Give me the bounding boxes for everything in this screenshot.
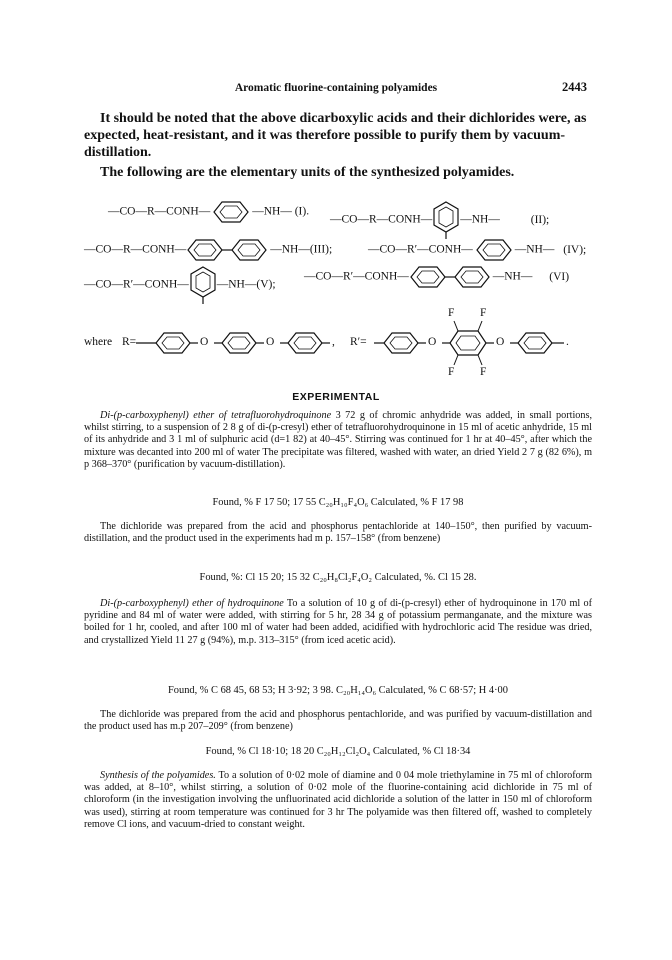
running-title: Aromatic fluorine-containing polyamides	[234, 82, 438, 94]
paragraph-5-title: Synthesis of the polyamides.	[100, 770, 216, 781]
fluorine-label: F	[448, 366, 455, 378]
paragraph-1-title: Di-(p-carboxyphenyl) ether of tetrafluorohydroquinone	[100, 410, 332, 421]
analysis-4: Found, % Cl 18·10; 18 20 C₂₀H₁₂Cl₂O₄ Calculated, % Cl 18·34	[205, 746, 471, 757]
biphenylene-rings-icon	[409, 265, 493, 289]
fluorine-label: F	[480, 307, 487, 319]
analysis-1: Found, % F 17 50; 17 55 C₂₀H₁₀F₄O₆ Calculated, % F 17 98	[212, 497, 464, 508]
unit-II: —CO—R—CONH— —NH— (II);	[330, 200, 549, 240]
separator-comma: ,	[332, 336, 335, 348]
ether-oxygen: O	[200, 336, 209, 348]
paragraph-2: The dichloride was prepared from the acid and phosphorus pentachloride at 140–150°, then purified by vacuum-distillation, and the product used in the experiments had m p. 157–158° (from benzene)	[84, 521, 592, 545]
r-label: R=	[122, 336, 137, 348]
ether-oxygen: O	[266, 336, 275, 348]
section-heading-experimental: EXPERIMENTAL	[292, 391, 380, 403]
period: .	[566, 336, 569, 348]
r-prime-label: R′=	[350, 336, 367, 348]
r-structures-diagram	[84, 305, 604, 385]
where-label: where	[84, 336, 113, 348]
fluorine-label: F	[448, 307, 455, 319]
unit-IV: —CO—R′—CONH— —NH— (IV);	[368, 238, 586, 262]
ether-oxygen: O	[428, 336, 437, 348]
unit-V: —CO—R′—CONH— —NH—(V);	[84, 265, 276, 305]
benzene-ring-icon	[473, 238, 515, 262]
paragraph-4: The dichloride was prepared from the acid and phosphorus pentachloride, and was purified by vacuum-distillation and the product used has m.p 207–209° (from benzene)	[84, 709, 592, 733]
fluorine-label: F	[480, 366, 487, 378]
paragraph-3-title: Di-(p-carboxyphenyl) ether of hydroquinone	[100, 598, 284, 609]
intro-paragraph-2: The following are the elementary units of the synthesized polyamides.	[100, 165, 515, 180]
ether-oxygen: O	[496, 336, 505, 348]
analysis-3: Found, % C 68 45, 68 53; H 3·92; 3 98. C₂₀H₁₄O₆ Calculated, % C 68·57; H 4·00	[168, 685, 508, 696]
r-definitions	[84, 305, 604, 385]
page-number: 2443	[562, 80, 587, 94]
meta-phenylene-ring-icon	[189, 265, 217, 305]
paragraph-3: Di-(p-carboxyphenyl) ether of hydroquinone To a solution of 10 g of di-(p-cresyl) ether of hydroquinone in 170 ml of pyridine and 84 ml of water were added, with stirring for 5 hr, 28 34 g of potassium permanganate, and the mixture was boiled for 1 hr, cooled, and after 100 ml of water had been added, acidified with hydrochloric acid The residue was dried, and crystallized Yield 11 27 g (94%), m.p. 313–315° (from iced acetic acid).	[84, 598, 592, 646]
analysis-2: Found, %: Cl 15 20; 15 32 C₂₀H₈Cl₂F₄O₂ Calculated, %. Cl 15 28.	[199, 572, 477, 583]
unit-III: —CO—R—CONH— —NH—(III);	[84, 238, 332, 262]
unit-VI: —CO—R′—CONH— —NH— (VI)	[304, 265, 569, 289]
paragraph-1: Di-(p-carboxyphenyl) ether of tetrafluorohydroquinone 3 72 g of chromic anhydride was added, in small portions, whilst stirring, to a suspension of 2 8 g of di-(p-cresyl) ether of tetrafluorohydroquinone in 15 ml of acetic anhydride, 15 ml of its anhydride and 3 1 ml of sulphuric acid (d=1 82) at 40–45°. Stirring was continued for 1 hr at 40–45°, after which the mixture was decanted into 200 ml of water The precipitate was filtered, washed with water, an dried Yield 2 7 g (82 6%), m p 368–370° (purification by vacuum-distillation).	[84, 410, 593, 470]
paragraph-5: Synthesis of the polyamides. To a solution of 0·02 mole of diamine and 0 04 mole triethylamine in 75 ml of chloroform was added, at 8–10°, whilst stirring, a solution of 0·02 mole of the fluorine-containing acid dichloride in 75 ml of chloroform (in the investigation involving the unfluorinated acid dichloride a solution of the latter in 150 ml of chloroform was used), stirring at room temperature was continued for 3 hr The polyamide was then filtered off, washed to completely remove Cl ions, and vacuum-dried to constant weight.	[84, 770, 592, 830]
intro-paragraph-1: It should be noted that the above dicarboxylic acids and their dichlorides were, as expected, heat-resistant, and it was therefore possible to purify them by vacuum-distillation.	[84, 111, 587, 160]
benzene-ring-icon	[210, 200, 252, 224]
meta-phenylene-ring-icon	[432, 200, 460, 240]
biphenylene-rings-icon	[186, 238, 270, 262]
unit-I: —CO—R—CONH— —NH— (I).	[108, 200, 309, 224]
